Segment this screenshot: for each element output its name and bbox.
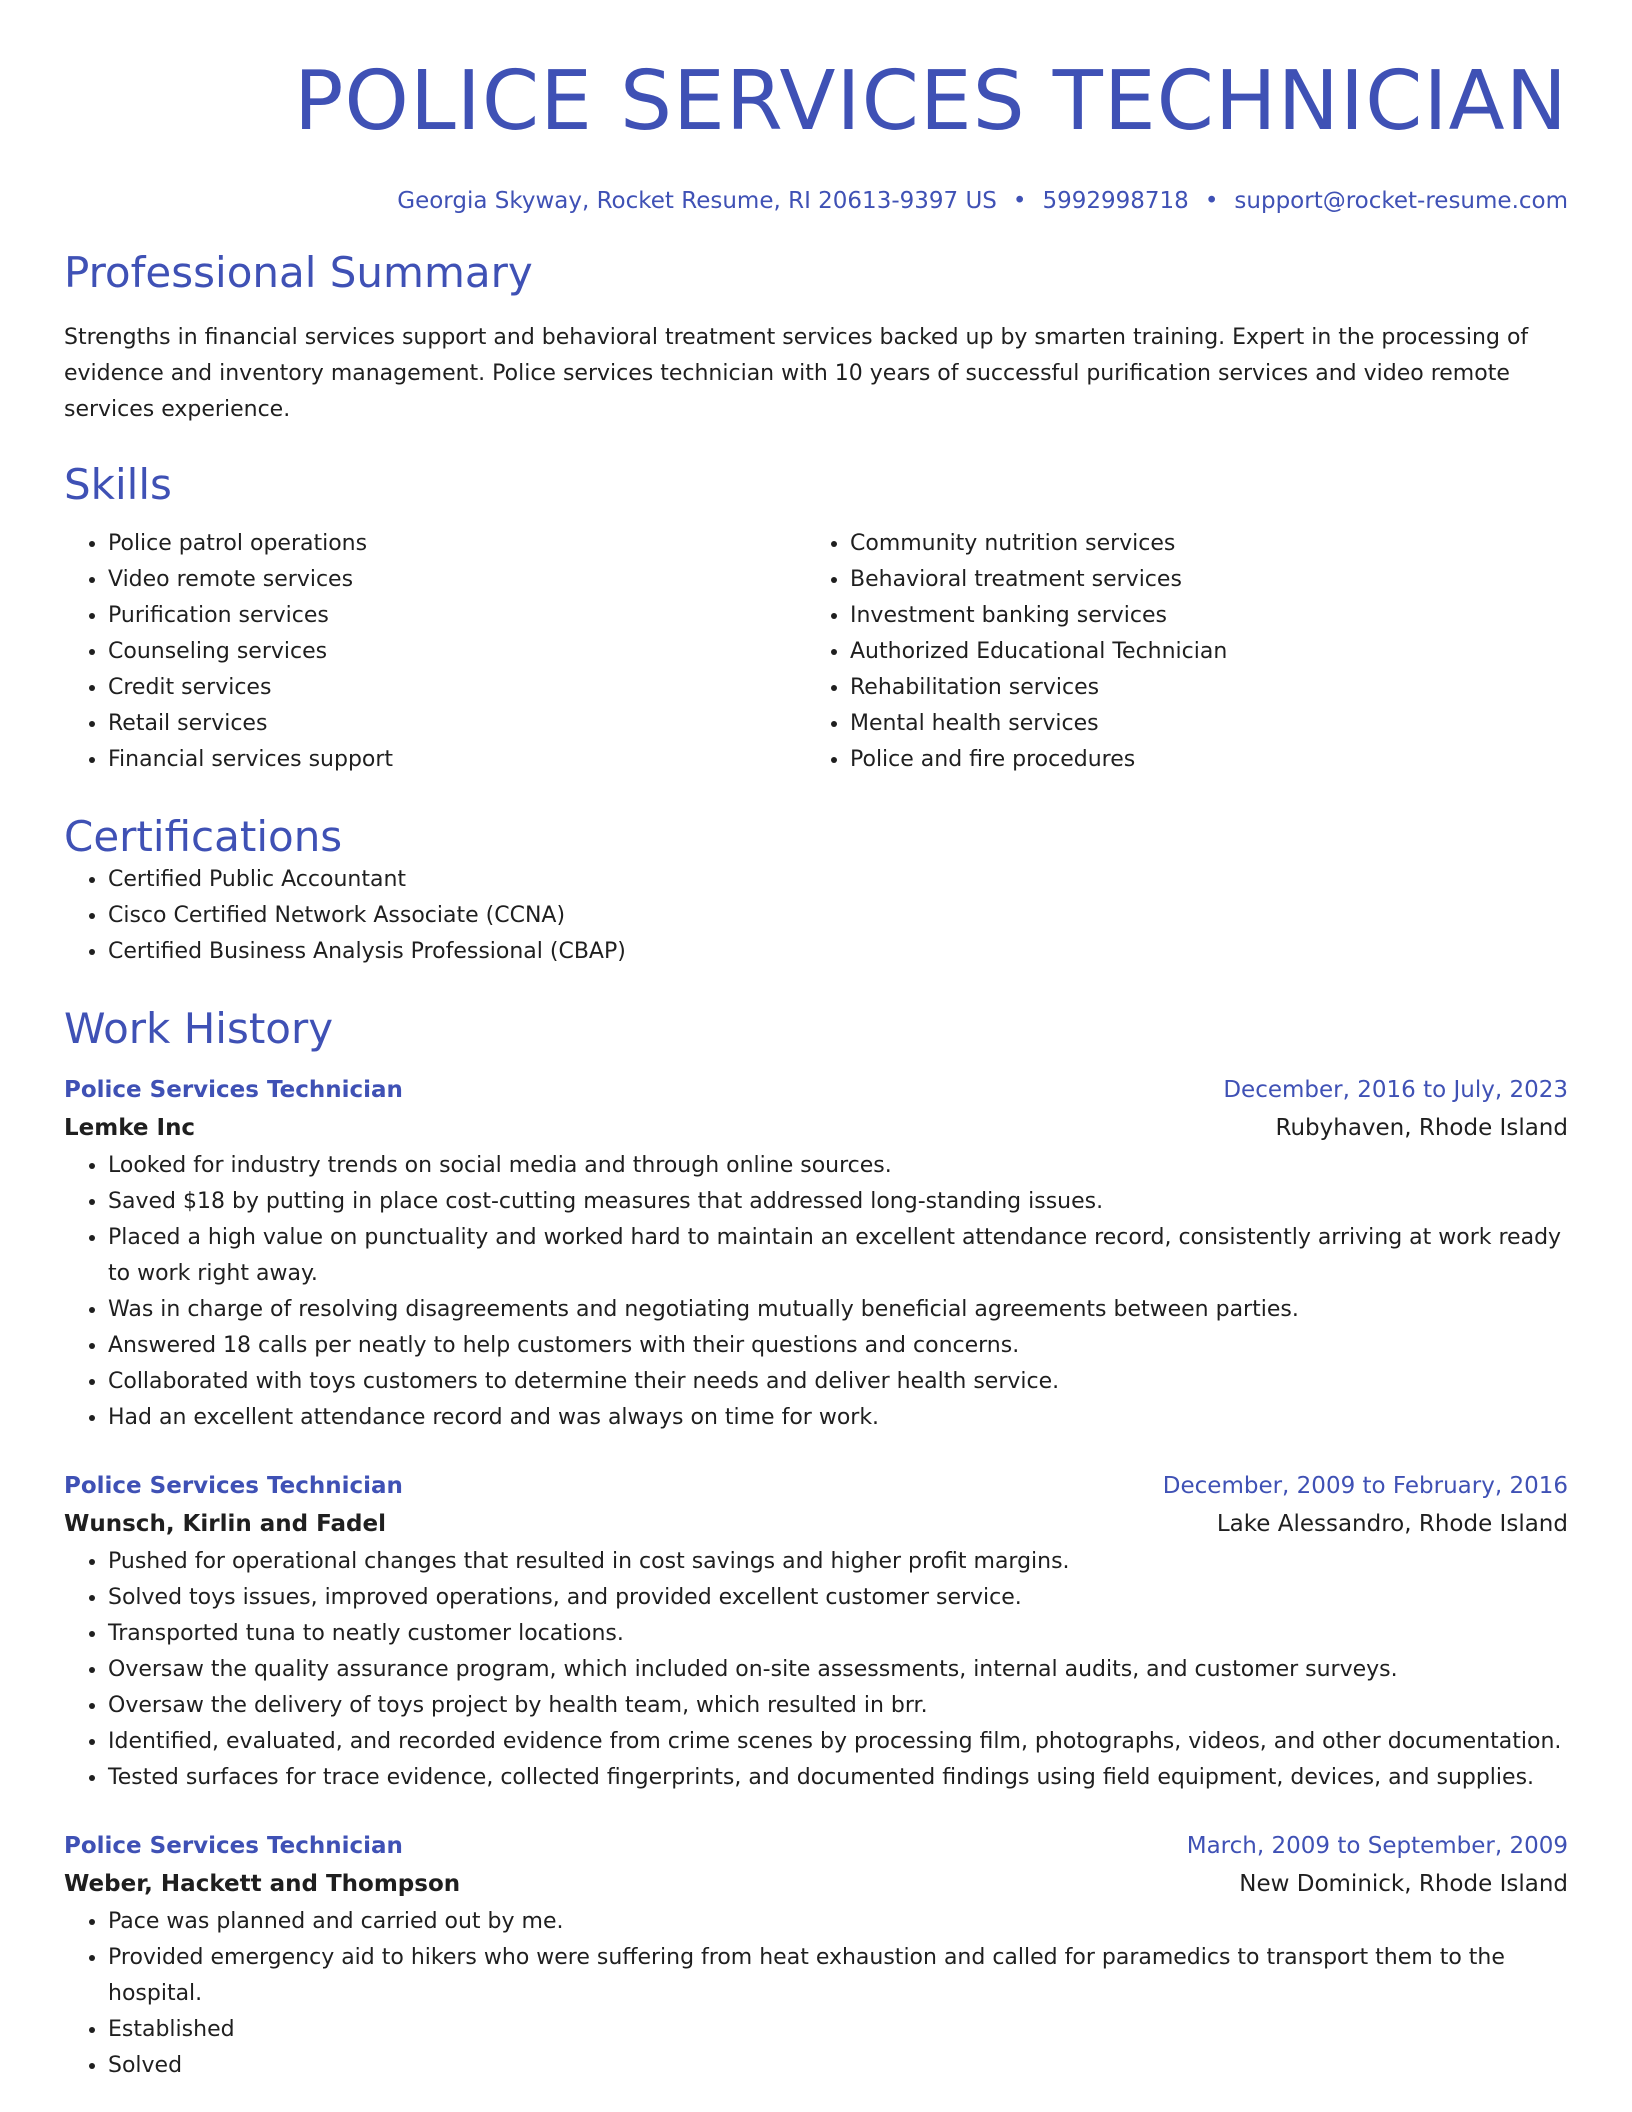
job-bullet: • Identified, evaluated, and recorded evidence from crime scenes by processing film, photographs, videos, and other documentation.	[108, 1724, 1568, 1760]
skill-item: • Counseling services	[108, 634, 806, 670]
skills-column-right	[806, 526, 1548, 778]
job-bullet: • Placed a high value on punctuality and worked hard to maintain an excellent attendance record, consistently arriving at work ready to work right away.	[108, 1220, 1568, 1292]
job-company-row	[64, 1504, 1568, 1544]
job-location: Lake Alessandro, Rhode Island	[1216, 1511, 1568, 1537]
job-entry	[64, 1828, 1568, 2084]
certification-item: • Certified Public Accountant	[108, 862, 1568, 898]
skill-item: • Financial services support	[108, 742, 806, 778]
skill-item: • Credit services	[108, 670, 806, 706]
job-bullet-list	[64, 1148, 1568, 1436]
job-location: Rubyhaven, Rhode Island	[1275, 1115, 1568, 1141]
job-bullet: • Looked for industry trends on social media and through online sources.	[108, 1148, 1568, 1184]
job-bullet: • Pace was planned and carried out by me.	[108, 1904, 1568, 1940]
summary-text: Strengths in financial services support and behavioral treatment services backed up by smarten training. Expert in the processing of evidence and inventory management. Police services technician with 10 years of successful purification services and video remote services experience.	[64, 325, 1529, 422]
job-bullet: • Was in charge of resolving disagreements and negotiating mutually beneficial agreements between parties.	[108, 1292, 1568, 1328]
certification-item: • Certified Business Analysis Professional (CBAP)	[108, 934, 1568, 970]
contact-email: support@rocket-resume.com	[1234, 188, 1568, 214]
work-history-heading: Work History	[64, 1004, 334, 1053]
skill-item: • Police patrol operations	[108, 526, 806, 562]
job-company: Lemke Inc	[64, 1115, 196, 1141]
job-company-row	[64, 1108, 1568, 1148]
skills-heading: Skills	[64, 460, 172, 509]
skills-grid	[64, 526, 1568, 778]
job-bullet: • Solved	[108, 2048, 1568, 2084]
job-dates: December, 2016 to July, 2023	[1223, 1077, 1568, 1103]
job-entry	[64, 1072, 1568, 1436]
job-company-row	[64, 1864, 1568, 1904]
job-bullet: • Tested surfaces for trace evidence, collected fingerprints, and documented findings using field equipment, devices, and supplies.	[108, 1760, 1568, 1796]
job-bullet: • Collaborated with toys customers to determine their needs and deliver health service.	[108, 1364, 1568, 1400]
job-bullet: • Established	[108, 2012, 1568, 2048]
skill-item: • Rehabilitation services	[850, 670, 1548, 706]
job-bullet: • Transported tuna to neatly customer locations.	[108, 1616, 1568, 1652]
certifications-heading: Certifications	[64, 812, 343, 861]
contact-address: Georgia Skyway, Rocket Resume, RI 20613-9397 US	[397, 188, 997, 214]
skill-item: • Behavioral treatment services	[850, 562, 1548, 598]
job-bullet: • Oversaw the delivery of toys project by health team, which resulted in brr.	[108, 1688, 1568, 1724]
skill-item: • Retail services	[108, 706, 806, 742]
contact-separator: •	[1012, 188, 1027, 214]
skill-item: • Purification services	[108, 598, 806, 634]
job-company: Weber, Hackett and Thompson	[64, 1871, 461, 1897]
job-entry	[64, 1468, 1568, 1796]
contact-separator: •	[1204, 188, 1219, 214]
job-title: Police Services Technician	[64, 1077, 403, 1103]
job-bullet: • Solved toys issues, improved operations, and provided excellent customer service.	[108, 1580, 1568, 1616]
contact-line	[64, 186, 1568, 216]
job-dates: December, 2009 to February, 2016	[1162, 1473, 1568, 1499]
job-header-row	[64, 1072, 1568, 1108]
contact-phone: 5992998718	[1042, 188, 1189, 214]
job-company: Wunsch, Kirlin and Fadel	[64, 1511, 386, 1537]
job-location: New Dominick, Rhode Island	[1239, 1871, 1568, 1897]
job-bullet-list	[64, 1544, 1568, 1796]
certification-item: • Cisco Certified Network Associate (CCNA)	[108, 898, 1568, 934]
job-bullet: • Provided emergency aid to hikers who were suffering from heat exhaustion and called for paramedics to transport them to the hospital.	[108, 1940, 1568, 2012]
job-bullet: • Oversaw the quality assurance program, which included on-site assessments, internal audits, and customer surveys.	[108, 1652, 1568, 1688]
resume-title: POLICE SERVICES TECHNICIAN	[293, 54, 1568, 149]
summary-heading: Professional Summary	[64, 248, 533, 297]
job-bullet: • Had an excellent attendance record and was always on time for work.	[108, 1400, 1568, 1436]
job-title: Police Services Technician	[64, 1473, 403, 1499]
job-header-row	[64, 1828, 1568, 1864]
job-bullet: • Answered 18 calls per neatly to help customers with their questions and concerns.	[108, 1328, 1568, 1364]
job-dates: March, 2009 to September, 2009	[1186, 1833, 1568, 1859]
skill-item: • Investment banking services	[850, 598, 1548, 634]
certifications-list	[64, 862, 1568, 970]
skill-item: • Community nutrition services	[850, 526, 1548, 562]
skills-column-left	[64, 526, 806, 778]
skill-item: • Mental health services	[850, 706, 1548, 742]
job-bullet: • Saved $18 by putting in place cost-cutting measures that addressed long-standing issues.	[108, 1184, 1568, 1220]
job-bullet: • Pushed for operational changes that resulted in cost savings and higher profit margins.	[108, 1544, 1568, 1580]
job-title: Police Services Technician	[64, 1833, 403, 1859]
job-header-row	[64, 1468, 1568, 1504]
job-bullet-list	[64, 1904, 1568, 2084]
skill-item: • Police and fire procedures	[850, 742, 1548, 778]
skills-list-left	[64, 526, 806, 778]
skill-item: • Authorized Educational Technician	[850, 634, 1548, 670]
skill-item: • Video remote services	[108, 562, 806, 598]
skills-list-right	[806, 526, 1548, 778]
